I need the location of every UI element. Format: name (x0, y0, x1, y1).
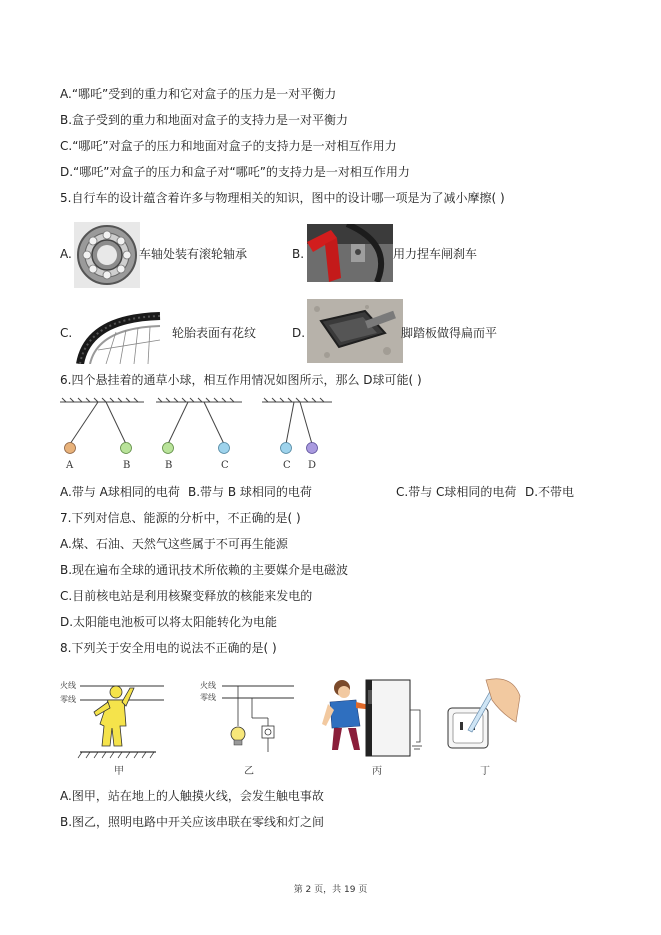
q4-option-c: C.“哪吒”对盒子的压力和地面对盒子的支持力是一对相互作用力 (60, 139, 397, 153)
ball-b2 (163, 443, 174, 454)
tire-image (76, 310, 168, 364)
q7-option-c: C.目前核电站是利用核聚变释放的核能来发电的 (60, 589, 313, 603)
q5-stem: 5.自行车的设计蕴含着许多与物理相关的知识，图中的设计哪一项是为了减小摩擦( ) (60, 191, 505, 205)
ball-c (219, 443, 230, 454)
yi-live-label: 火线 (200, 681, 216, 690)
label-ding: 丁 (480, 766, 490, 777)
ball-a (65, 443, 76, 454)
safety-figure (56, 670, 526, 780)
label-b2: B (165, 460, 173, 471)
bearing-image (74, 222, 140, 288)
q7-option-b: B.现在遍布全球的通讯技术所依赖的主要媒介是电磁波 (60, 563, 349, 577)
q7-option-d: D.太阳能电池板可以将太阳能转化为电能 (60, 615, 278, 629)
q5-option-b-text: 用力捏车闸刹车 (393, 247, 478, 261)
ceiling-ab (60, 398, 144, 444)
q6-stem: 6.四个悬挂着的通草小球，相互作用情况如图所示，那么 D球可能( ) (60, 373, 422, 387)
q5-option-c-letter: C. (60, 326, 73, 340)
pedal-image (307, 299, 403, 363)
brake-image (307, 224, 393, 282)
q8-option-a: A.图甲，站在地上的人触摸火线，会发生触电事故 (60, 789, 324, 803)
q7-stem: 7.下列对信息、能源的分析中，不正确的是( ) (60, 511, 301, 525)
ball-d (307, 443, 318, 454)
q8-stem: 8.下列关于安全用电的说法不正确的是( ) (60, 641, 277, 655)
q4-option-d: D.“哪吒”对盒子的压力和盒子对“哪吒”的支持力是一对相互作用力 (60, 165, 410, 179)
q5-option-a-letter: A. (60, 247, 72, 261)
label-jia: 甲 (114, 766, 124, 777)
q7-option-a: A.煤、石油、天然气这些属于不可再生能源 (60, 537, 288, 551)
label-d: D (308, 460, 317, 471)
q5-option-d-text: 脚踏板做得扁而平 (401, 326, 498, 340)
label-c2: C (283, 460, 291, 471)
ball-c2 (281, 443, 292, 454)
q6-option-c: C.带与 C球相同的电荷 (396, 485, 517, 499)
q4-option-a: A.“哪吒”受到的重力和它对盒子的压力是一对平衡力 (60, 87, 337, 101)
figure-ding (448, 679, 520, 777)
ceiling-cd (262, 398, 332, 444)
q5-option-b-letter: B. (292, 247, 305, 261)
ball-b (121, 443, 132, 454)
jia-live-label: 火线 (60, 681, 76, 690)
q6-option-d: D.不带电 (525, 485, 575, 499)
q5-option-a-text: 车轴处装有滚轮轴承 (139, 247, 248, 261)
jia-neutral-label: 零线 (60, 695, 76, 704)
q4-option-b: B.盒子受到的重力和地面对盒子的支持力是一对平衡力 (60, 113, 349, 127)
figure-bing (322, 680, 422, 777)
page-footer: 第 2 页，共 19 页 (293, 885, 368, 895)
q6-option-a: A.带与 A球相同的电荷 (60, 485, 180, 499)
q5-option-c-text: 轮胎表面有花纹 (172, 326, 257, 340)
label-yi: 乙 (244, 766, 254, 777)
yi-neutral-label: 零线 (200, 693, 216, 702)
label-b: B (123, 460, 131, 471)
label-c: C (221, 460, 229, 471)
label-a: A (66, 460, 74, 471)
ceiling-bc (156, 398, 242, 444)
figure-yi (200, 680, 294, 777)
q6-option-b: B.带与 B 球相同的电荷 (188, 485, 312, 499)
q8-option-b: B.图乙，照明电路中开关应该串联在零线和灯之间 (60, 815, 325, 829)
figure-jia (60, 680, 164, 777)
q5-option-d-letter: D. (292, 326, 306, 340)
charged-balls-figure (56, 396, 336, 472)
label-bing: 丙 (372, 766, 382, 777)
